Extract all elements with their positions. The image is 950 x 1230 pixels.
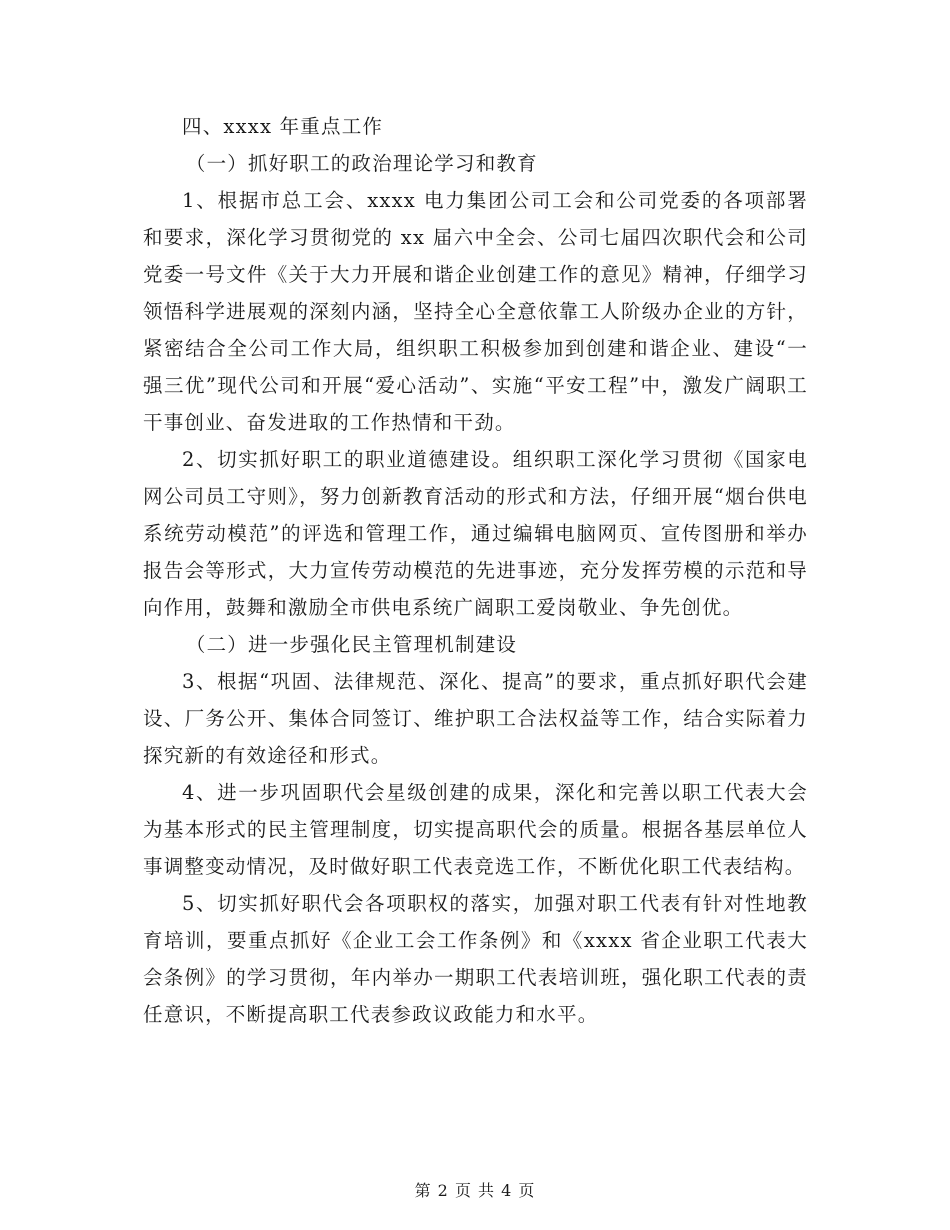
paragraph-2: 2、切实抓好职工的职业道德建设。组织职工深化学习贯彻《国家电网公司员工守则》，努力创新教育活动的形式和方法，仔细开展“烟台供电系统劳动模范”的评选和管理工作，通过编辑电脑网页、宣传图册和举办报告会等形式，大力宣传劳动模范的先进事迹，充分发挥劳模的示范和导向作用，鼓舞和激励全市供电系统广阔职工爱岗敬业、争先创优。 xyxy=(143,448,808,619)
subsection-title-1: （一）抓好职工的政治理论学习和教育 xyxy=(185,152,538,175)
paragraph-5: 5、切实抓好职代会各项职权的落实，加强对职工代表有针对性地教育培训，要重点抓好《企业工会工作条例》和《xxxx 省企业职工代表大会条例》的学习贯彻，年内举办一期职工代表培训班，强化职工代表的责任意识，不断提高职工代表参政议政能力和水平。 xyxy=(143,892,808,1026)
paragraph-1: 1、根据市总工会、xxxx 电力集团公司工会和公司党委的各项部署和要求，深化学习贯彻党的 xx 届六中全会、公司七届四次职代会和公司党委一号文件《关于大力开展和谐企业创建工作的意见》精神，仔细学习领悟科学进展观的深刻内涵，坚持全心全意依靠工人阶级办企业的方针，紧密结合全公司工作大局，组织职工积极参加到创建和谐企业、建设“一强三优”现代公司和开展“爱心活动”、实施“平安工程”中，激发广阔职工干事创业、奋发进取的工作热情和干劲。 xyxy=(143,189,808,434)
subsection-title-2: （二）进一步强化民主管理机制建设 xyxy=(185,633,518,656)
document-body xyxy=(143,108,808,1033)
section-heading: 四、xxxx 年重点工作 xyxy=(182,115,384,138)
paragraph-3: 3、根据“巩固、法律规范、深化、提高”的要求，重点抓好职代会建设、厂务公开、集体合同签订、维护职工合法权益等工作，结合实际着力探究新的有效途径和形式。 xyxy=(143,670,808,767)
page-number-footer: 第 2 页 共 4 页 xyxy=(414,1181,536,1200)
paragraph-4: 4、进一步巩固职代会星级创建的成果，深化和完善以职工代表大会为基本形式的民主管理制度，切实提高职代会的质量。根据各基层单位人事调整变动情况，及时做好职工代表竞选工作，不断优化职工代表结构。 xyxy=(143,781,808,878)
